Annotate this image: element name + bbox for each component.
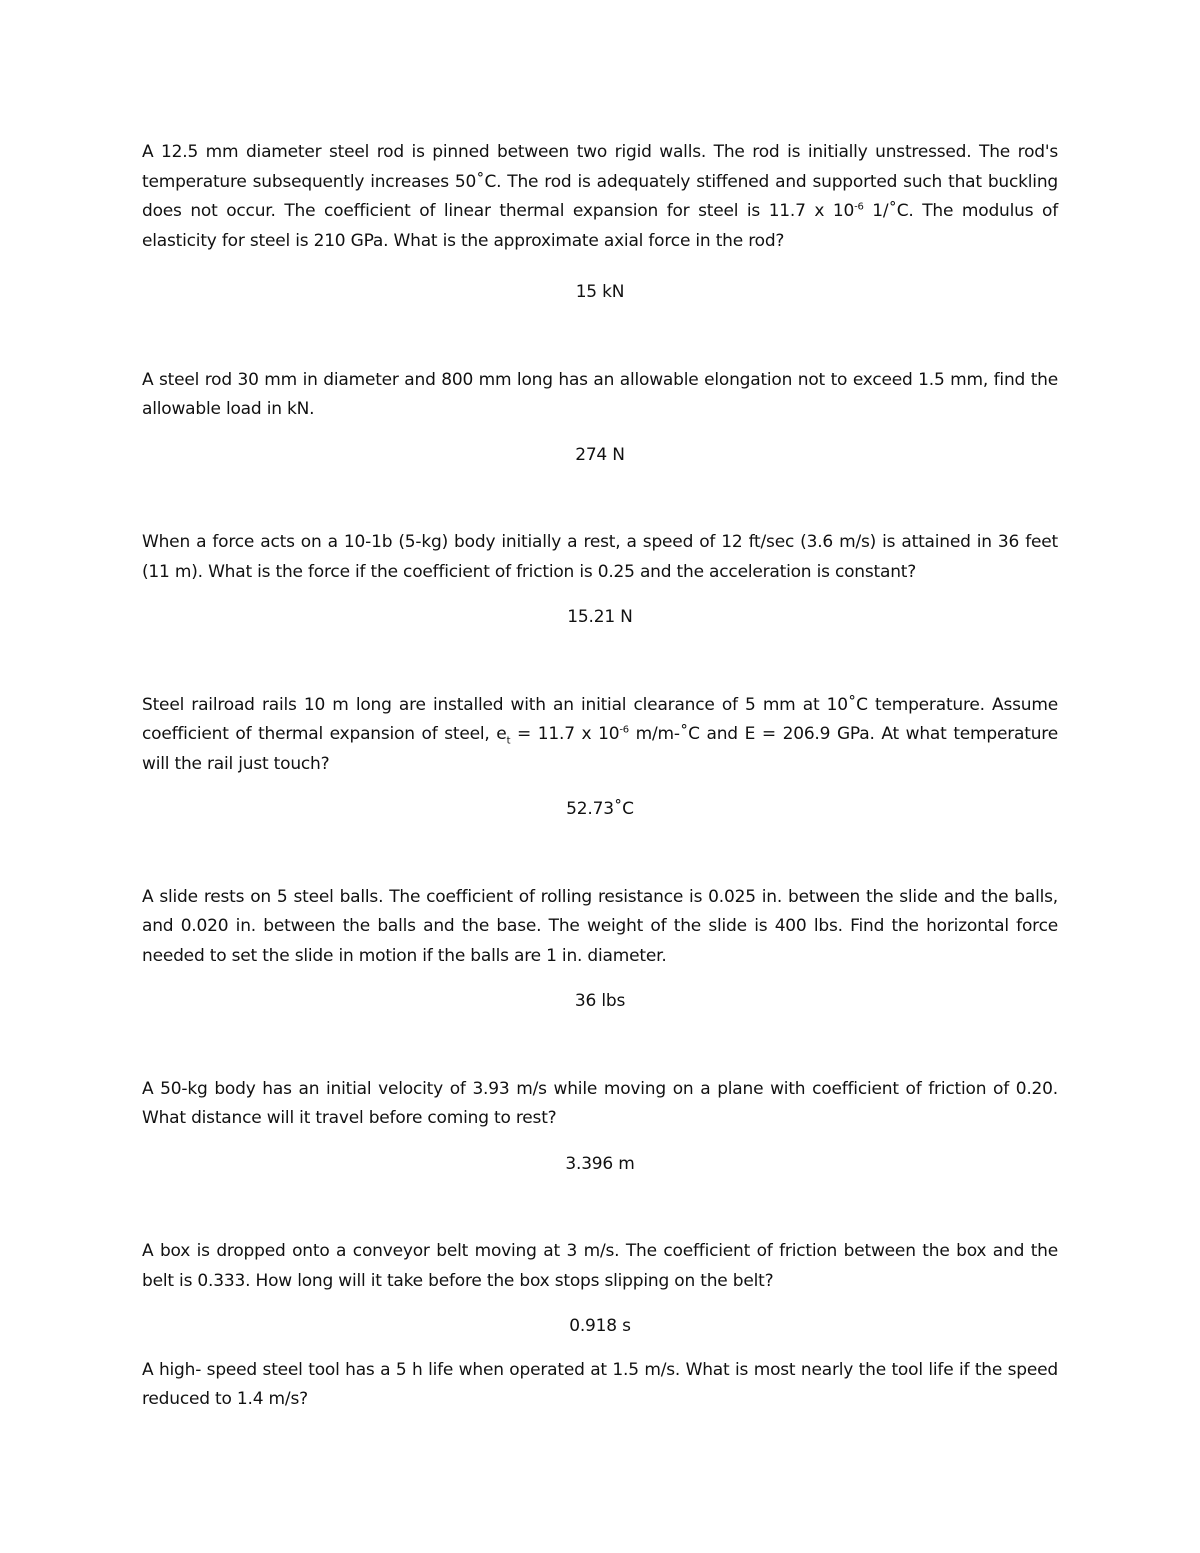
- answer-5: 36 lbs: [574, 991, 626, 1011]
- answer-7: 0.918 s: [569, 1316, 631, 1336]
- question-4-text-a: Steel railroad rails 10 m long are installed with an initial clearance of 5 mm at 10˚C temperature. Assume coefficient of thermal expansion of steel, e: [142, 694, 1058, 744]
- question-4: [142, 691, 1058, 780]
- question-8: A high- speed steel tool has a 5 h life when operated at 1.5 m/s. What is most nearly the tool life if the speed reduced to 1.4 m/s?: [142, 1359, 1058, 1409]
- question-4-exponent: -6: [619, 724, 629, 736]
- question-6: A 50-kg body has an initial velocity of 3.93 m/s while moving on a plane with coefficient of friction of 0.20. What distance will it travel before coming to rest?: [142, 1078, 1058, 1128]
- question-1-text-b: 1/˚C. The modulus of elasticity for steel is 210 GPa. What is the approximate axial force in the rod?: [142, 201, 1058, 251]
- question-4-text-c: m/m-˚C and E = 206.9 GPa. At what temperature will the rail just touch?: [142, 724, 1058, 774]
- question-1-exponent: -6: [854, 201, 864, 213]
- answer-6: 3.396 m: [565, 1153, 635, 1174]
- question-1-text-a: A 12.5 mm diameter steel rod is pinned between two rigid walls. The rod is initially unstressed. The rod's temperature subsequently increases 50˚C. The rod is adequately stiffened and supported such that buckling does not occur. The coefficient of linear thermal expansion for steel is 11.7 x 10: [142, 142, 1058, 221]
- answer-4: 52.73˚C: [566, 799, 634, 819]
- question-5: A slide rests on 5 steel balls. The coefficient of rolling resistance is 0.025 in. between the slide and the balls, and 0.020 in. between the balls and the base. The weight of the slide is 400 lbs. Find the horizontal force needed to set the slide in motion if the balls are 1 in. diameter.: [142, 886, 1058, 966]
- answer-3: 15.21 N: [567, 607, 633, 627]
- question-2: A steel rod 30 mm in diameter and 800 mm long has an allowable elongation not to exceed 1.5 mm, find the allowable load in kN.: [142, 369, 1058, 419]
- question-1: [142, 138, 1058, 256]
- answer-2: 274 N: [575, 444, 625, 465]
- problem-list: [142, 138, 1058, 1415]
- question-7: A box is dropped onto a conveyor belt moving at 3 m/s. The coefficient of friction between the box and the belt is 0.333. How long will it take before the box stops slipping on the belt?: [142, 1241, 1058, 1291]
- question-3: When a force acts on a 10-1b (5-kg) body initially a rest, a speed of 12 ft/sec (3.6 m/s) is attained in 36 feet (11 m). What is the force if the coefficient of friction is 0.25 and the acceleration is constant?: [142, 532, 1058, 582]
- answer-1: 15 kN: [575, 282, 625, 302]
- question-4-text-b: = 11.7 x 10: [510, 724, 620, 744]
- question-4-subscript: t: [506, 735, 511, 747]
